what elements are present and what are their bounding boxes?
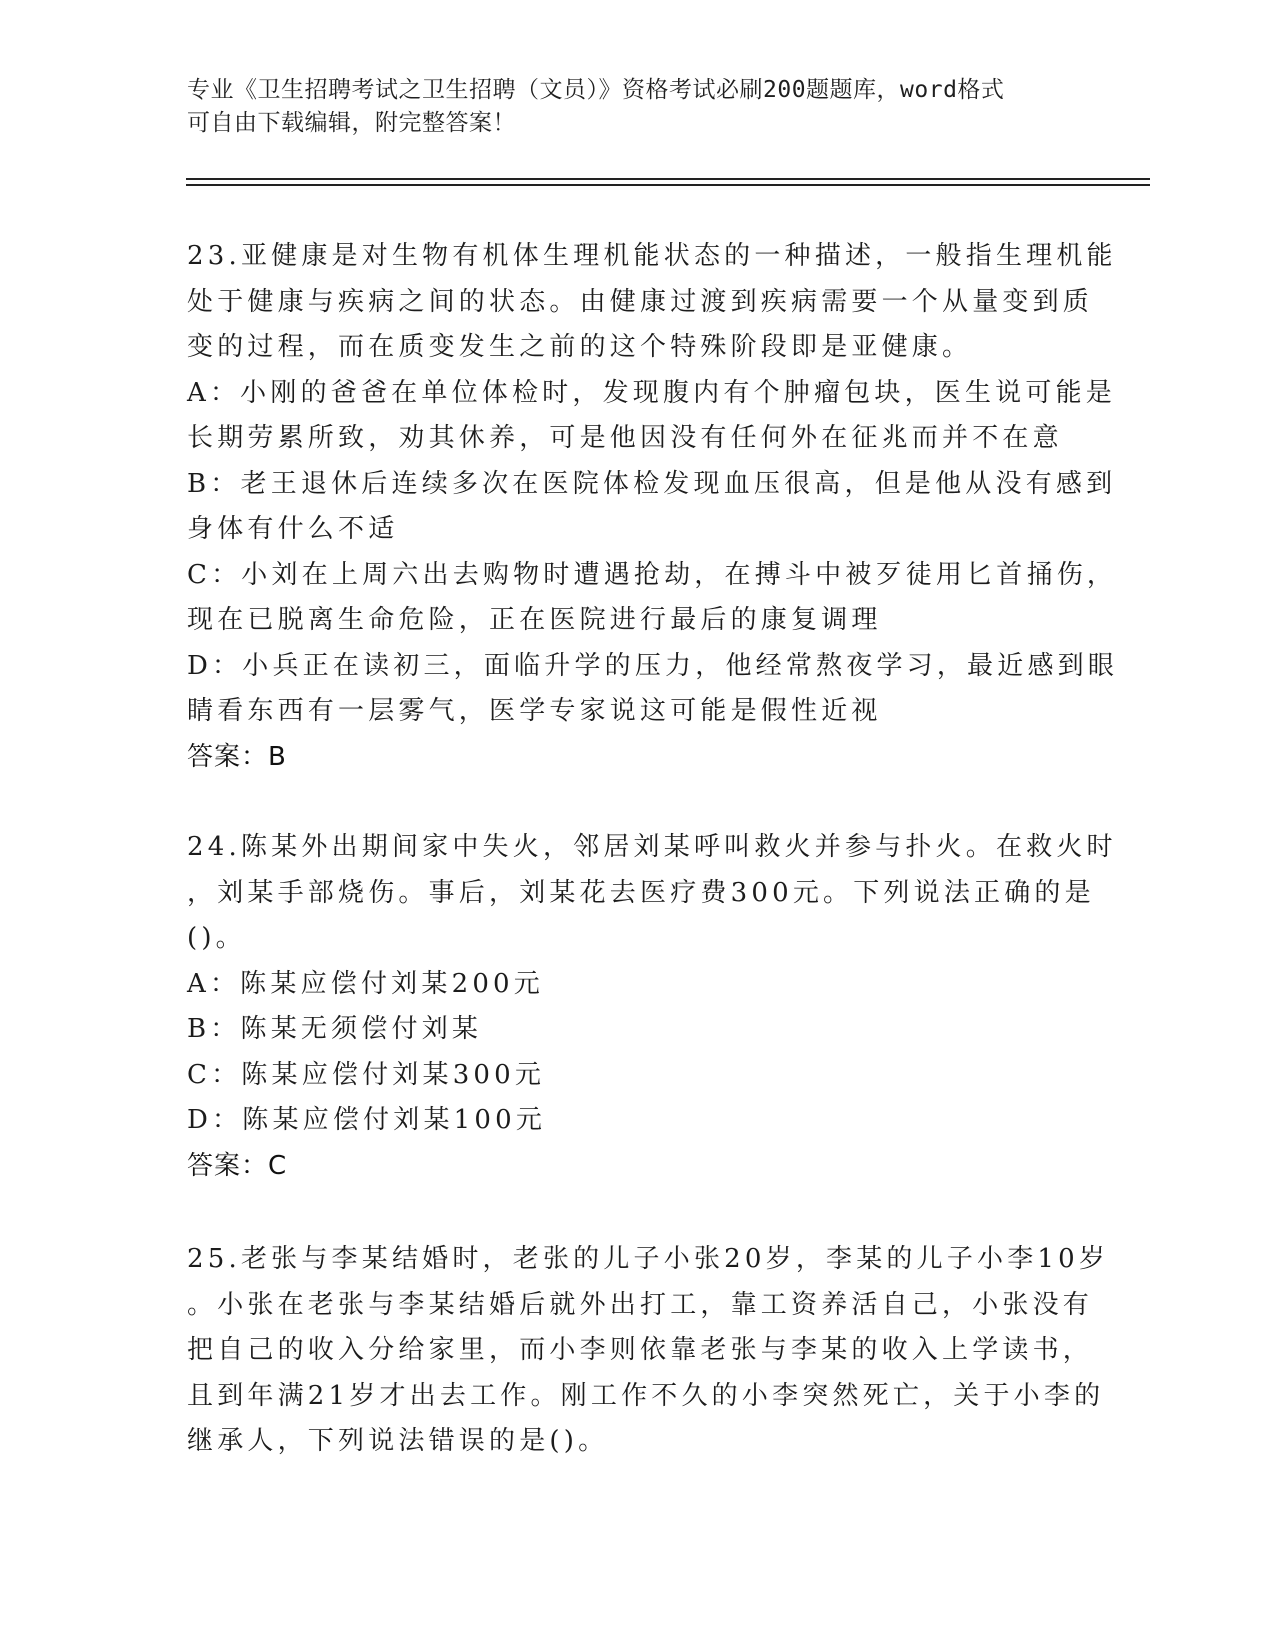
question-stem-line: 23.亚健康是对生物有机体生理机能状态的一种描述，一般指生理机能 (187, 241, 1117, 271)
option-a-continued: 长期劳累所致，劝其休养，可是他因没有任何外在征兆而并不在意 (187, 423, 1063, 453)
question-stem-line: 继承人，下列说法错误的是()。 (187, 1426, 609, 1456)
question-stem-line: 变的过程，而在质变发生之前的这个特殊阶段即是亚健康。 (187, 332, 973, 362)
question-stem-line: ()。 (187, 923, 246, 953)
header-rule-top (186, 178, 1150, 180)
question-25 (187, 1237, 1110, 1465)
option-b: B：老王退休后连续多次在医院体检发现血压很高，但是他从没有感到 (187, 468, 1117, 499)
option-d: D：小兵正在读初三，面临升学的压力，他经常熬夜学习，最近感到眼 (187, 650, 1119, 681)
question-24 (187, 825, 1117, 1189)
answer-label: 答案：B (187, 741, 287, 772)
header-line-1: 专业《卫生招聘考试之卫生招聘（文员）》资格考试必刷200题题库，word格式 (187, 77, 1005, 103)
answer-label: 答案：C (187, 1150, 288, 1181)
option-a: A：陈某应偿付刘某200元 (187, 968, 545, 999)
question-stem-line: 处于健康与疾病之间的状态。由健康过渡到疾病需要一个从量变到质 (187, 286, 1094, 317)
option-d-continued: 睛看东西有一层雾气，医学专家说这可能是假性近视 (187, 696, 882, 726)
question-stem-line: 24.陈某外出期间家中失火，邻居刘某呼叫救火并参与扑火。在救火时 (187, 832, 1117, 862)
question-23 (187, 234, 1119, 780)
header-rule-bottom (186, 184, 1150, 186)
option-c-continued: 现在已脱离生命危险，正在医院进行最后的康复调理 (187, 605, 882, 635)
option-b-continued: 身体有什么不适 (187, 514, 399, 544)
question-stem-line: ，刘某手部烧伤。事后，刘某花去医疗费300元。下列说法正确的是 (187, 877, 1095, 908)
question-stem-line: 把自己的收入分给家里，而小李则依靠老张与李某的收入上学读书， (187, 1335, 1094, 1365)
question-stem-line: 且到年满21岁才出去工作。刚工作不久的小李突然死亡，关于小李的 (187, 1380, 1105, 1411)
option-c: C：陈某应偿付刘某300元 (187, 1059, 546, 1090)
document-header (187, 74, 1067, 140)
header-line-2: 可自由下载编辑，附完整答案！ (187, 110, 516, 136)
option-d: D：陈某应偿付刘某100元 (187, 1105, 547, 1135)
question-stem-line: 25.老张与李某结婚时，老张的儿子小张20岁，李某的儿子小李10岁 (187, 1244, 1110, 1274)
question-stem-line: 。小张在老张与李某结婚后就外出打工，靠工资养活自己，小张没有 (187, 1289, 1094, 1320)
option-a: A：小刚的爸爸在单位体检时，发现腹内有个肿瘤包块，医生说可能是 (187, 377, 1116, 408)
option-c: C：小刘在上周六出去购物时遭遇抢劫，在搏斗中被歹徒用匕首捅伤， (187, 559, 1118, 590)
option-b: B：陈某无须偿付刘某 (187, 1014, 483, 1044)
